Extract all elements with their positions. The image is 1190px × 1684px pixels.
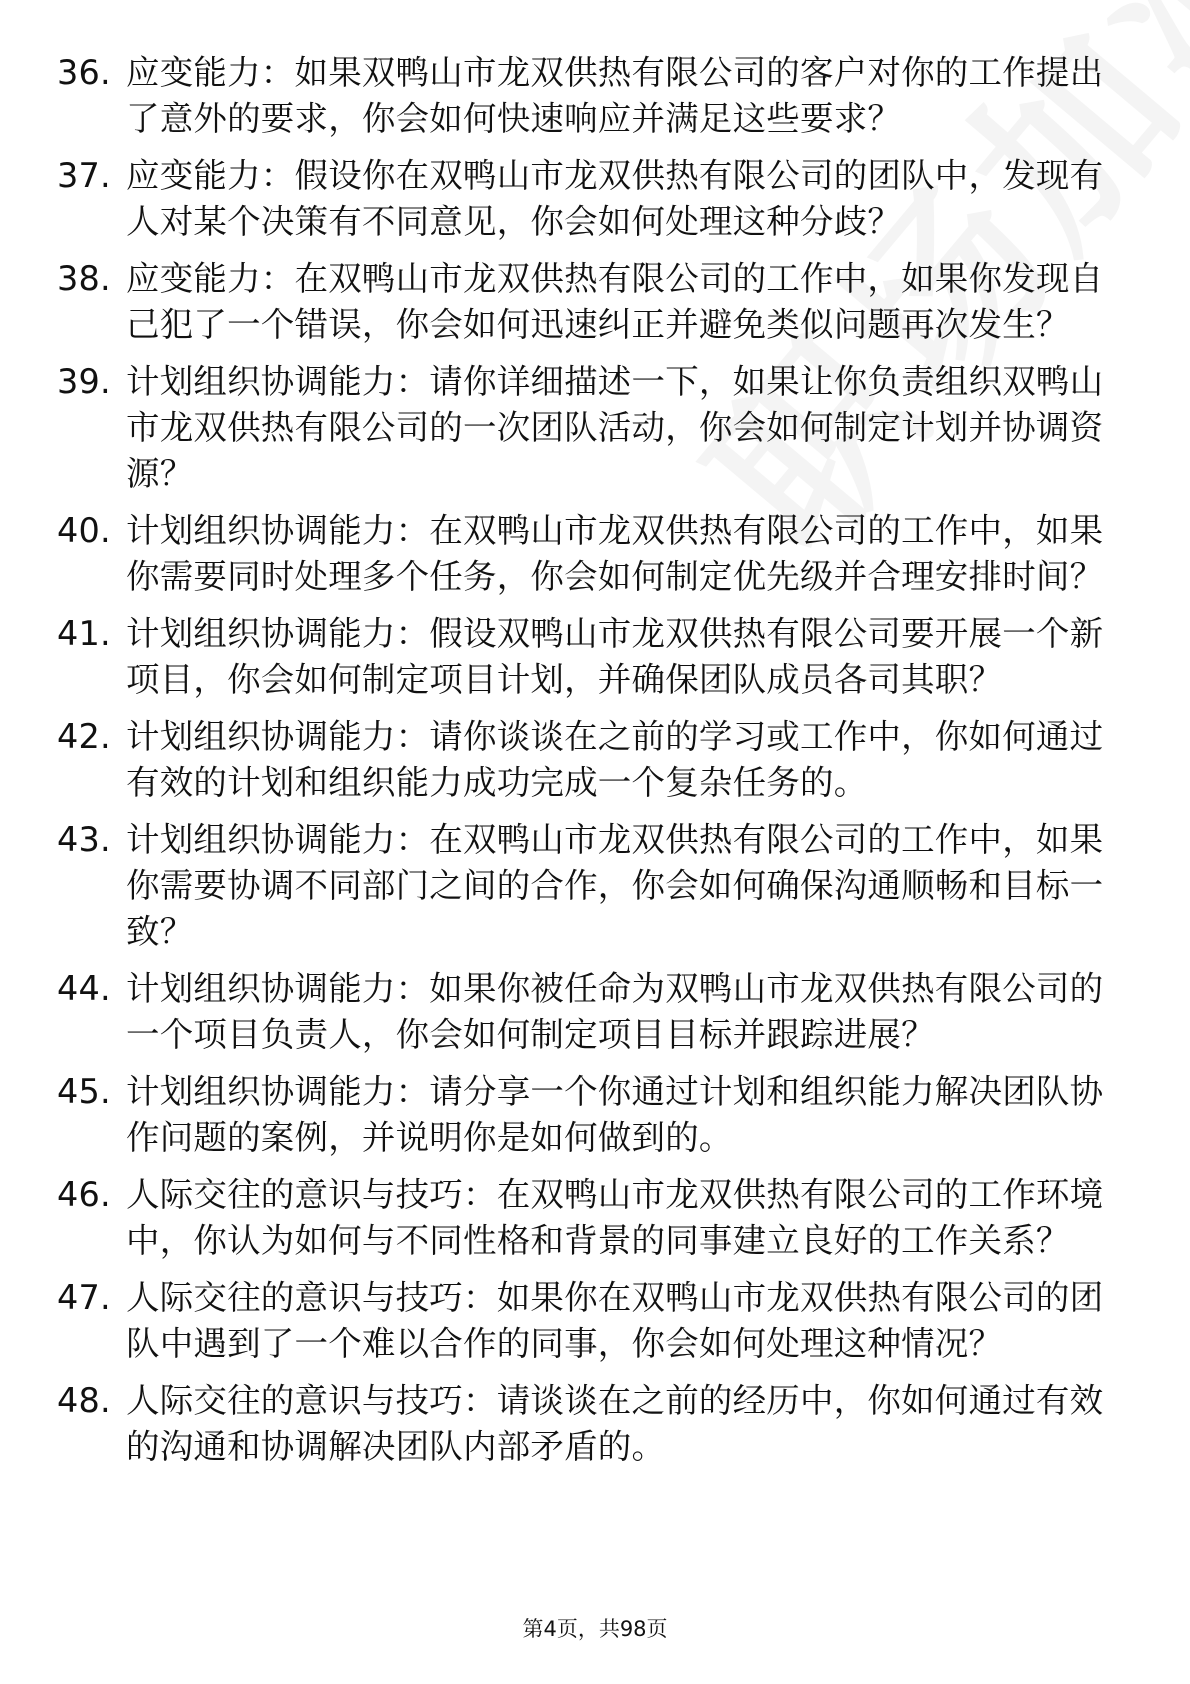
question-text: 人际交往的意识与技巧：请谈谈在之前的经历中，你如何通过有效的沟通和协调解决团队内部矛盾的。 [126,1381,1104,1466]
question-text: 应变能力：如果双鸭山市龙双供热有限公司的客户对你的工作提出了意外的要求，你会如何快速响应并满足这些要求？ [126,53,1104,138]
question-number: 38. [57,259,111,298]
question-list [0,50,1190,1481]
question-item [0,714,1190,806]
question-text: 计划组织协调能力：假设双鸭山市龙双供热有限公司要开展一个新项目，你会如何制定项目计划，并确保团队成员各司其职？ [126,614,1104,699]
question-number: 42. [57,717,111,756]
question-item [0,966,1190,1058]
question-number: 47. [57,1278,111,1317]
question-item [0,153,1190,245]
question-number: 37. [57,156,111,195]
question-text: 计划组织协调能力：如果你被任命为双鸭山市龙双供热有限公司的一个项目负责人，你会如何制定项目目标并跟踪进展？ [126,969,1104,1054]
question-number: 40. [57,511,111,550]
question-number: 36. [57,53,111,92]
question-text: 计划组织协调能力：请你详细描述一下，如果让你负责组织双鸭山市龙双供热有限公司的一次团队活动，你会如何制定计划并协调资源？ [126,362,1104,493]
question-text: 应变能力：假设你在双鸭山市龙双供热有限公司的团队中，发现有人对某个决策有不同意见，你会如何处理这种分歧？ [126,156,1104,241]
question-text: 计划组织协调能力：在双鸭山市龙双供热有限公司的工作中，如果你需要协调不同部门之间的合作，你会如何确保沟通顺畅和目标一致？ [126,820,1104,951]
question-number: 39. [57,362,111,401]
question-text: 计划组织协调能力：请你谈谈在之前的学习或工作中，你如何通过有效的计划和组织能力成功完成一个复杂任务的。 [126,717,1104,802]
question-number: 46. [57,1175,111,1214]
question-item [0,611,1190,703]
question-text: 计划组织协调能力：在双鸭山市龙双供热有限公司的工作中，如果你需要同时处理多个任务，你会如何制定优先级并合理安排时间？ [126,511,1104,596]
question-item [0,1378,1190,1470]
question-item [0,359,1190,497]
question-number: 41. [57,614,111,653]
question-item [0,256,1190,348]
question-text: 应变能力：在双鸭山市龙双供热有限公司的工作中，如果你发现自己犯了一个错误，你会如何迅速纠正并避免类似问题再次发生？ [126,259,1104,344]
question-item [0,817,1190,955]
question-text: 人际交往的意识与技巧：在双鸭山市龙双供热有限公司的工作环境中，你认为如何与不同性格和背景的同事建立良好的工作关系？ [126,1175,1104,1260]
question-number: 44. [57,969,111,1008]
page-number-footer: 第4页，共98页 [522,1617,668,1641]
question-text: 计划组织协调能力：请分享一个你通过计划和组织能力解决团队协作问题的案例，并说明你是如何做到的。 [126,1072,1104,1157]
question-text: 人际交往的意识与技巧：如果你在双鸭山市龙双供热有限公司的团队中遇到了一个难以合作的同事，你会如何处理这种情况？ [126,1278,1104,1363]
question-number: 43. [57,820,111,859]
question-item [0,1172,1190,1264]
question-item [0,50,1190,142]
question-item [0,1069,1190,1161]
question-item [0,1275,1190,1367]
question-number: 48. [57,1381,111,1420]
question-number: 45. [57,1072,111,1111]
question-item [0,508,1190,600]
